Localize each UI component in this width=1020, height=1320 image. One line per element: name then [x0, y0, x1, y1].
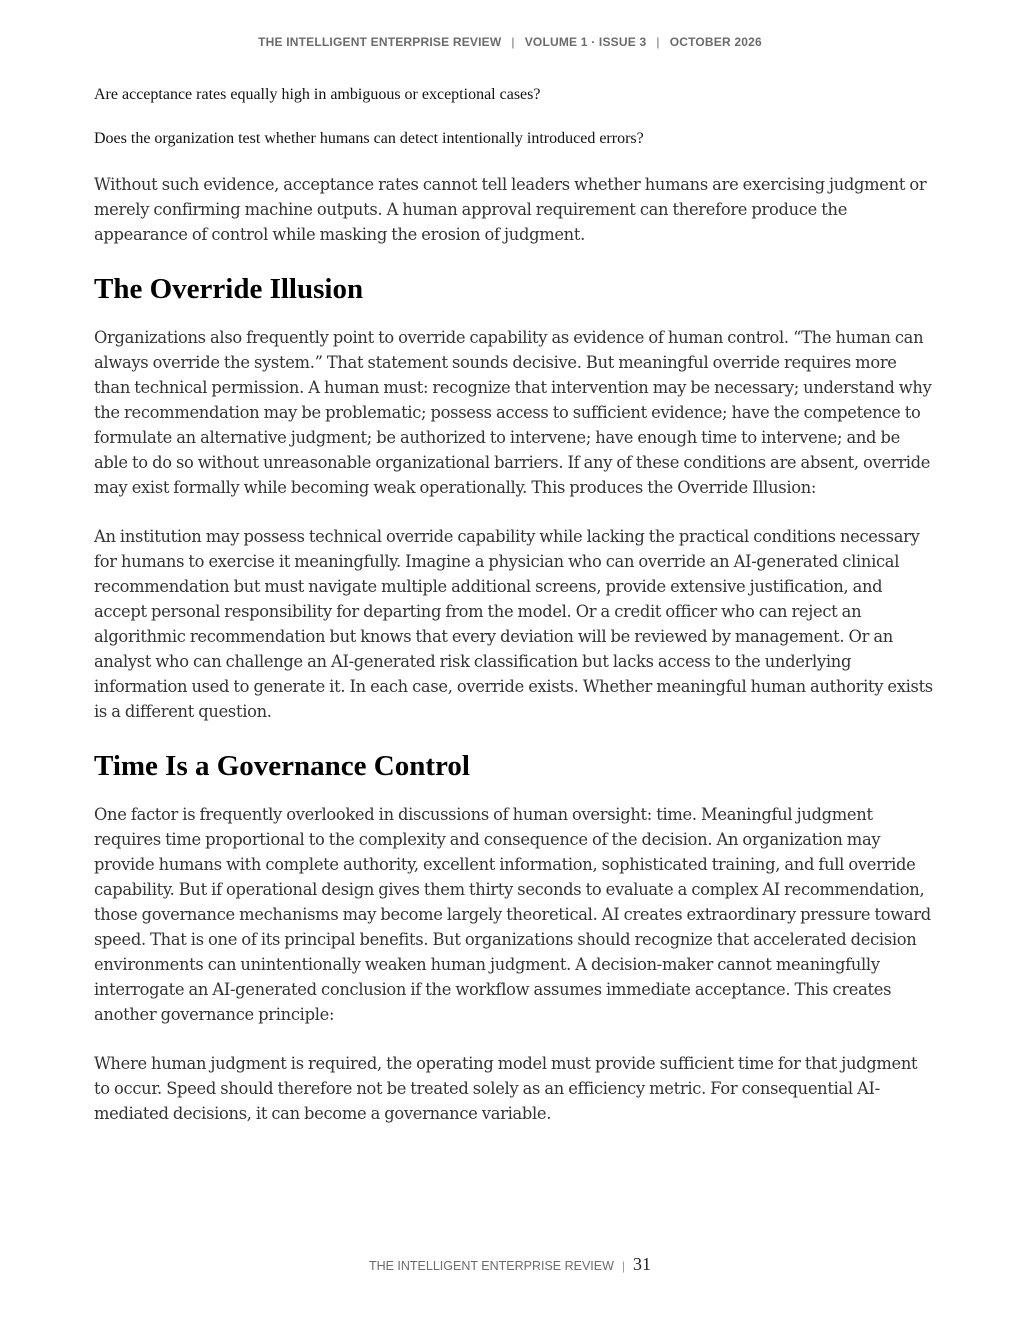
header-journal-name: THE INTELLIGENT ENTERPRISE REVIEW: [258, 35, 502, 49]
body-paragraph: An institution may possess technical override capability while lacking the practical conditions necessary for humans to exercise it meaningfully. Imagine a physician who can override an AI-generated clinical recommendation but must navigate multiple additional screens, provide extensive justification, and accept personal responsibility for departing from the model. Or a credit officer who can reject an algorithmic recommendation but knows that every deviation will be reviewed by management. Or an analyst who can challenge an AI-generated risk classification but lacks access to the underlying information used to generate it. In each case, override exists. Whether meaningful human authority exists is a different question.: [94, 527, 933, 721]
intro-paragraph: Without such evidence, acceptance rates cannot tell leaders whether humans are exercising judgment or merely confirming machine outputs. A human approval requirement can therefore produce the appearance of control while masking the erosion of judgment.: [94, 175, 927, 244]
header-separator: |: [656, 35, 660, 49]
footer-journal-name: THE INTELLIGENT ENTERPRISE REVIEW: [368, 1259, 614, 1273]
header-issue: VOLUME 1 · ISSUE 3: [524, 35, 647, 49]
question-item: Does the organization test whether humans can detect intentionally introduced errors?: [94, 130, 644, 147]
section-heading: The Override Illusion: [94, 273, 364, 305]
header-separator: |: [511, 35, 515, 49]
body-paragraph: Where human judgment is required, the operating model must provide sufficient time for that judgment to occur. Speed should therefore not be treated solely as an efficiency metric. For consequential AI-mediated decisions, it can become a governance variable.: [94, 1054, 918, 1123]
running-header: [0, 35, 1020, 49]
question-item: Are acceptance rates equally high in ambiguous or exceptional cases?: [94, 86, 541, 103]
page-footer: [0, 1254, 1020, 1275]
footer-separator: |: [621, 1259, 626, 1273]
header-date: OCTOBER 2026: [669, 35, 762, 49]
section-heading: Time Is a Governance Control: [94, 750, 470, 782]
article-body: [94, 84, 934, 1126]
body-paragraph: Organizations also frequently point to override capability as evidence of human control. “The human can always override the system.” That statement sounds decisive. But meaningful override requires more than technical permission. A human must: recognize that intervention may be necessary; understand why the recommendation may be problematic; possess access to sufficient evidence; have the competence to formulate an alternative judgment; be authorized to intervene; have enough time to intervene; and be able to do so without unreasonable organizational barriers. If any of these conditions are absent, override may exist formally while becoming weak operationally. This produces the Override Illusion:: [94, 328, 932, 497]
page-number: 31: [633, 1254, 652, 1274]
body-paragraph: One factor is frequently overlooked in discussions of human oversight: time. Meaningful judgment requires time proportional to the complexity and consequence of the decision. An organization may provide humans with complete authority, excellent information, sophisticated training, and full override capability. But if operational design gives them thirty seconds to evaluate a complex AI recommendation, those governance mechanisms may become largely theoretical. AI creates extraordinary pressure toward speed. That is one of its principal benefits. But organizations should recognize that accelerated decision environments can unintentionally weaken human judgment. A decision-maker cannot meaningfully interrogate an AI-generated conclusion if the workflow assumes immediate acceptance. This creates another governance principle:: [94, 805, 931, 1024]
